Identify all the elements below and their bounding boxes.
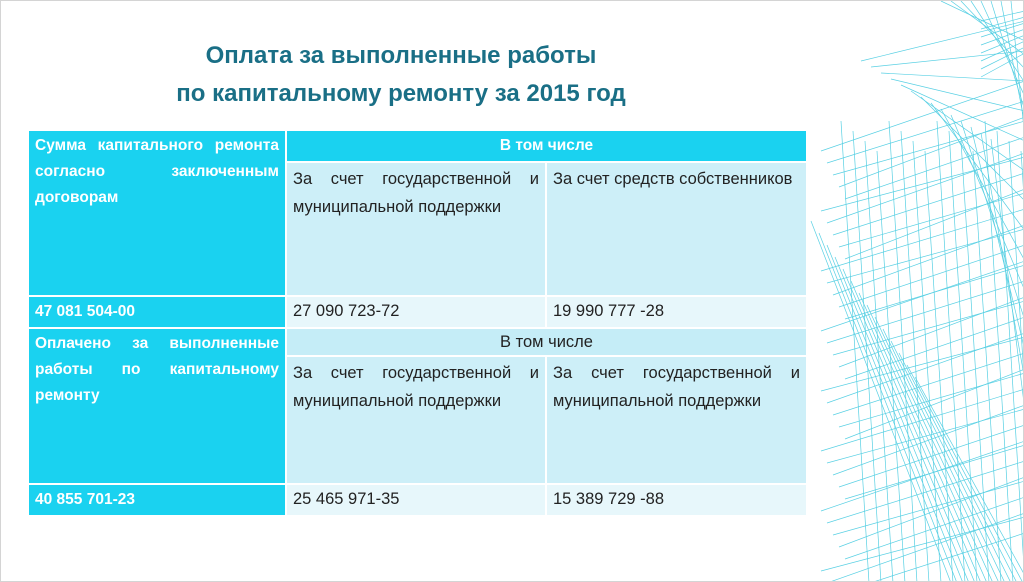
paid-header: Оплачено за выполненные работы по капитальному ремонту <box>28 328 286 484</box>
paid-value: 40 855 701-23 <box>28 484 286 516</box>
subheader-owners-funds: За счет средств собственников <box>546 162 807 296</box>
contract-sum-value: 47 081 504-00 <box>28 296 286 328</box>
subheader-state-support-2: За счет государственной и муниципальной поддержки <box>546 356 807 484</box>
table-row <box>28 328 807 356</box>
table-row <box>28 130 807 162</box>
subheader-state-support: За счет государственной и муниципальной поддержки <box>286 162 546 296</box>
building-wireframe-decoration <box>801 1 1024 582</box>
group-header: В том числе <box>286 130 807 162</box>
group-header: В том числе <box>286 328 807 356</box>
table-row <box>28 296 807 328</box>
title-line-2: по капитальному ремонту за 2015 год <box>176 80 626 107</box>
slide-title <box>101 37 701 113</box>
paid-owners-value: 15 389 729 -88 <box>546 484 807 516</box>
paid-state-support-value: 25 465 971-35 <box>286 484 546 516</box>
state-support-value: 27 090 723-72 <box>286 296 546 328</box>
contract-sum-header: Сумма капитального ремонта согласно заключенным договорам <box>28 130 286 296</box>
table-row <box>28 484 807 516</box>
title-line-1: Оплата за выполненные работы <box>205 42 597 69</box>
subheader-state-support: За счет государственной и муниципальной поддержки <box>286 356 546 484</box>
owners-funds-value: 19 990 777 -28 <box>546 296 807 328</box>
payment-table <box>27 129 808 517</box>
